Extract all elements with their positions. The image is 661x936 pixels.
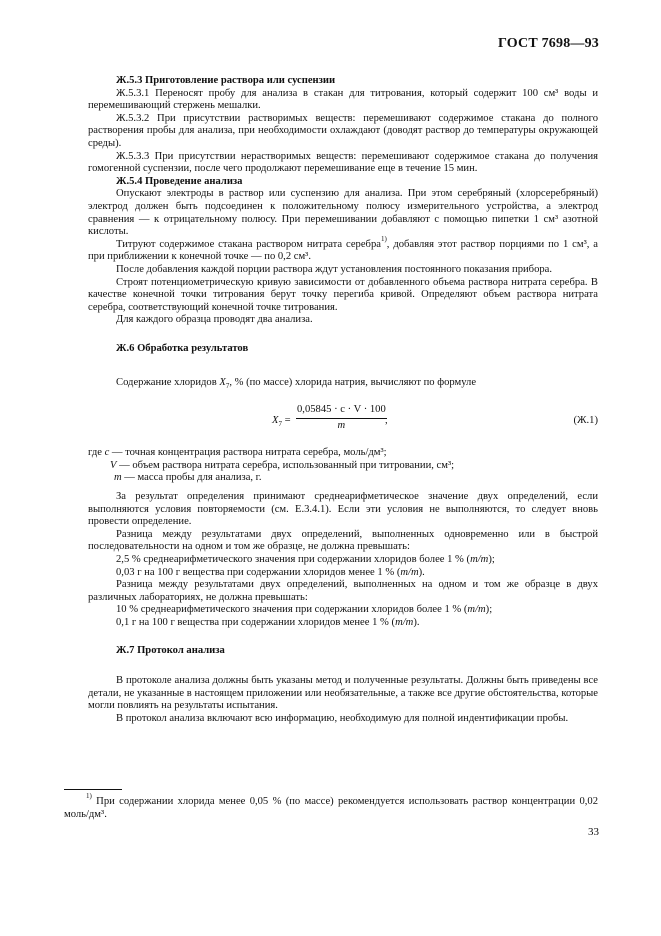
footnote-divider <box>64 789 122 790</box>
where-c: где c — точная концентрация раствора нитрата серебра, моль/дм³; <box>88 447 387 459</box>
document-code: ГОСТ 7698—93 <box>498 36 599 51</box>
list-item: 10 % среднеарифметического значения при содержании хлоридов более 1 % (m/m); <box>116 604 493 616</box>
footnote-ref: 1) <box>380 235 387 244</box>
paragraph: Ж.5.3.2 При присутствии растворимых веществ: перемешивают содержимое стакана до полного растворения пробы для анализа, при необходимости охлаждают (доводят раствор до температуры окружающей среды). <box>88 112 598 149</box>
footnote-mark: 1) <box>86 792 92 801</box>
section-6-title: Ж.6 Обработка результатов <box>116 342 249 354</box>
section-5-4-title: Ж.5.4 Проведение анализа <box>116 175 243 187</box>
paragraph: Разница между результатами двух определений, выполненных одновременно или в быстрой последовательности на одном и том же образце, не должна превышать: <box>88 528 598 553</box>
page-number: 33 <box>588 826 599 838</box>
paragraph: Разница между результатами двух определений, выполненных на одном и том же образце в двух различных лабораториях, не должна превышать: <box>88 579 598 603</box>
paragraph: После добавления каждой порции раствора ждут установления постоянного показания прибора. <box>116 263 553 275</box>
formula-denominator: m <box>337 419 346 431</box>
section-5-3-title: Ж.5.3 Приготовление раствора или суспензии <box>116 75 336 86</box>
equation-number: (Ж.1) <box>573 415 598 427</box>
where-m: m — масса пробы для анализа, г. <box>114 472 262 484</box>
paragraph: За результат определения принимают среднеарифметическое значение двух определений, если выполняются условия повторяемости (см. Е.3.4.1). Если эти условия не выполняются, то следует вновь провести определение. <box>88 490 598 528</box>
list-item: 2,5 % среднеарифметического значения при содержании хлоридов более 1 % (m/m); <box>116 553 495 565</box>
formula-comma: , <box>385 415 388 427</box>
section-7-title: Ж.7 Протокол анализа <box>116 645 225 657</box>
formula-lhs: $X_7$ = <box>272 415 291 429</box>
paragraph: В протоколе анализа должны быть указаны метод и полученные результаты. Должны быть приведены все детали, не указанные в настоящем приложении или необязательные, а также все другие обстоятельства, которые могли повлиять на результаты испытания. <box>88 675 598 712</box>
footnote: $^{1)}$ При содержании хлорида менее 0,05 % (по массе) рекомендуется использовать раствор концентрации 0,02 моль/дм³. <box>64 792 598 820</box>
formula-zh1 <box>88 403 598 443</box>
paragraph: В протокол анализа включают всю информацию, необходимую для полной индентификации пробы. <box>116 712 569 724</box>
formula-numerator: 0,05845 · c · V · 100 <box>296 404 387 419</box>
paragraph: Строят потенциометрическую кривую зависимости от добавленного объема раствора нитрата серебра. В качестве конечной точки титрования берут точку перегиба кривой. Определяют объем раствора нитрата серебра, соответствующий конечной точке титрования. <box>88 276 598 313</box>
list-item: 0,1 г на 100 г вещества при содержании хлоридов менее 1 % (m/m). <box>116 616 420 628</box>
paragraph: Опускают электроды в раствор или суспензию для анализа. При этом серебряный (хлорсеребряный) электрод должен быть подсоединен к положительному полюсу измерительного устройства, а электрод сравнения — к отрицательному полюсу. При перемешивании добавляют с помощью пипетки 1 см³ азотной кислоты. <box>88 188 598 238</box>
paragraph: Ж.5.3.3 При присутствии нерастворимых веществ: перемешивают содержимое стакана до получения гомогенной суспензии, после чего продолжают перемешивание еще в течение 15 мин. <box>88 150 598 175</box>
list-item: 0,03 г на 100 г вещества при содержании хлоридов менее 1 % (m/m). <box>116 566 425 578</box>
page-body <box>88 75 598 725</box>
where-v: V — объем раствора нитрата серебра, использованный при титровании, см³; <box>110 459 455 471</box>
paragraph: Ж.5.3.1 Переносят пробу для анализа в стакан для титрования, который содержит 100 см³ воды и перемешивающий стержень мешалки. <box>88 87 598 112</box>
formula-intro: Содержание хлоридов $X_7$, % (по массе) хлорида натрия, вычисляют по формуле <box>116 377 477 391</box>
formula-fraction <box>296 404 387 432</box>
paragraph: Для каждого образца проводят два анализа. <box>116 314 313 326</box>
paragraph-titration: Титруют содержимое стакана раствором нитрата серебра$^{1)}$, добавляя этот раствор порциями по 1 см³, а при приближении к конечной точке — по 0,2 см³. <box>88 235 598 263</box>
